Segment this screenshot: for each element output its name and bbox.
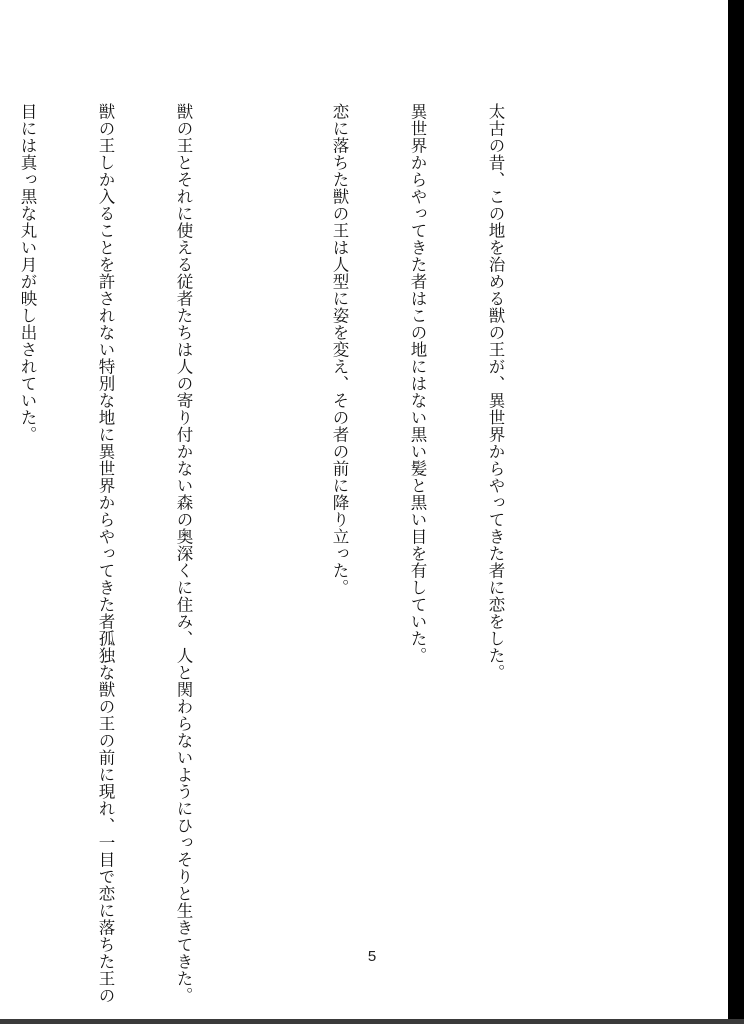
text-line: 恋に落ちた獣の王は人型に姿を変え、その者の前に降り立った。 bbox=[330, 103, 349, 596]
screen-edge-right bbox=[728, 0, 744, 1024]
page-number: 5 bbox=[367, 948, 377, 965]
screen-edge-bottom bbox=[0, 1019, 744, 1024]
paragraph-gap bbox=[248, 103, 274, 943]
text-line: 目には真っ黒な丸い月が映し出されていた。 bbox=[18, 103, 37, 443]
text-line: 異世界からやってきた者はこの地にはない黒い髪と黒い目を有していた。 bbox=[408, 103, 427, 664]
vertical-text-body bbox=[0, 103, 560, 1004]
text-line: 獣の王しか入ることを許されない特別な地に異世界からやってきた者孤独な獣の王の前に現れ、一目で恋に落ちた王の bbox=[96, 103, 115, 1004]
text-line: 獣の王とそれに使える従者たちは人の寄り付かない森の奥深くに住み、人と関わらないようにひっそりと生きてきた。 bbox=[174, 103, 193, 1004]
text-line: 太古の昔、この地を治める獣の王が、異世界からやってきた者に恋をした。 bbox=[486, 103, 505, 681]
